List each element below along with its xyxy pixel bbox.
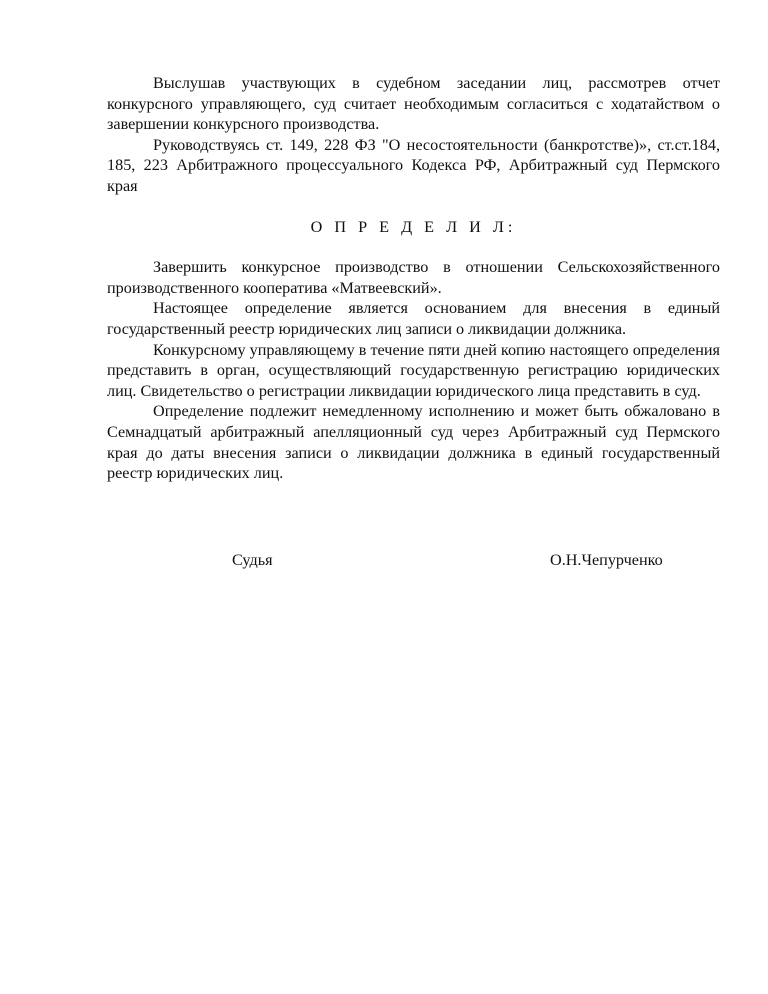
- paragraph-complete-proceedings: Завершить конкурсное производство в отношении Сельскохозяйственного производственного кооператива «Матвеевский».: [107, 258, 720, 297]
- ruling-heading: О П Р Е Д Е Л И Л:: [310, 217, 517, 236]
- paragraph-manager-instruction: Конкурсному управляющему в течение пяти дней копию настоящего определения представить в орган, осуществляющий государственную регистрацию юридических лиц. Свидетельство о регистрации ликвидации юридического лица представить в суд.: [107, 340, 720, 400]
- paragraph-registry-basis: Настоящее определение является основанием для внесения в единый государственный реестр юридических лиц записи о ликвидации должника.: [107, 299, 720, 338]
- paragraph-hearing: Выслушав участвующих в судебном заседании лиц, рассмотрев отчет конкурсного управляющего, суд считает необходимым согласиться с ходатайством о завершении конкурсного производства.: [107, 74, 720, 134]
- document-body: [107, 73, 720, 484]
- judge-title: Судья: [232, 551, 273, 569]
- judge-name: О.Н.Чепурченко: [550, 551, 663, 569]
- signature-block: [0, 551, 768, 573]
- paragraph-legal-basis: Руководствуясь ст. 149, 228 ФЗ "О несостоятельности (банкротстве)», ст.ст.184, 185, 223 Арбитражного процессуального Кодекса РФ, Арбитражный суд Пермского края: [107, 135, 720, 195]
- paragraph-appeal: Определение подлежит немедленному исполнению и может быть обжаловано в Семнадцатый арбитражный апелляционный суд через Арбитражный суд Пермского края до даты внесения записи о ликвидации должника в единый государственный реестр юридических лиц.: [107, 402, 720, 483]
